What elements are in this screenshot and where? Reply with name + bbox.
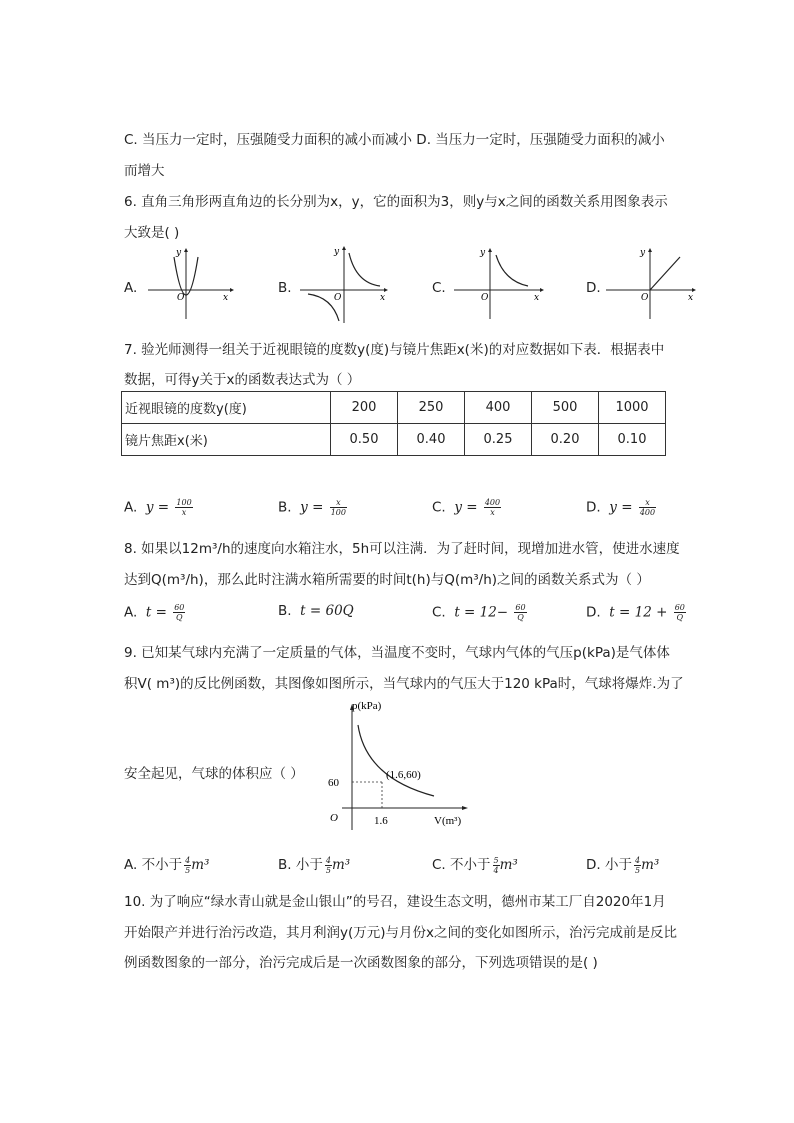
q7-option-a: A. y = $\frac{100}{x}$: [124, 498, 192, 517]
table-cell: 0.20: [532, 424, 599, 456]
svg-text:O: O: [334, 293, 342, 303]
q7-line1: 7. 验光师测得一组关于近视眼镜的度数y(度)与镜片焦距x(米)的对应数据如下表．根据表中: [124, 342, 665, 358]
q9-line3: 安全起见，气球的体积应（ ）: [124, 766, 304, 782]
table-cell: 400: [465, 392, 532, 424]
q6-option-b-label: B.: [278, 280, 292, 296]
q6-a-y-label: y: [176, 248, 182, 258]
svg-text:O: O: [641, 293, 649, 303]
q9-pressure-graph: [322, 700, 482, 840]
q9-x-tick: 1.6: [374, 815, 388, 827]
svg-text:x: x: [223, 293, 229, 303]
svg-text:O: O: [481, 293, 489, 303]
q9-option-c: C. 不小于 $\frac{5}{4}$ m³: [432, 855, 518, 875]
q9-line1: 9. 已知某气球内充满了一定质量的气体，当温度不变时，气球内气体的气压p(kPa)是气体体: [124, 645, 670, 661]
q6-option-c-label: C.: [432, 280, 446, 296]
q6-option-b-graph: [298, 245, 390, 325]
table-cell: 0.40: [398, 424, 465, 456]
q7-option-b: B. y = $\frac{x}{100}$: [278, 498, 346, 517]
table-cell: 1000: [599, 392, 666, 424]
q8-line1: 8. 如果以12m³/h的速度向水箱注水，5h可以注满．为了赶时间，现增加进水管，使进水速度: [124, 541, 680, 557]
q6-option-d-graph: [604, 247, 700, 322]
q10-line3: 例函数图象的一部分，治污完成后是一次函数图象的部分，下列选项错误的是( ): [124, 955, 598, 971]
table-row-label: 近视眼镜的度数y(度): [122, 392, 331, 424]
svg-text:y: y: [480, 248, 486, 258]
table-cell: 500: [532, 392, 599, 424]
table-cell: 200: [331, 392, 398, 424]
q8-option-d: D. t = 12 + $\frac{60}{Q}$: [586, 603, 685, 622]
q9-x-axis-label: V(m³): [434, 815, 462, 827]
svg-text:x: x: [688, 293, 694, 303]
table-cell: 250: [398, 392, 465, 424]
q8-option-c: C. t = 12− $\frac{60}{Q}$: [432, 603, 526, 622]
q6-option-c-graph: [452, 247, 548, 322]
q7-option-d: D. y = $\frac{x}{400}$: [586, 498, 656, 517]
q9-option-a: A. 不小于 $\frac{4}{5}$ m³: [124, 855, 210, 875]
svg-text:x: x: [534, 293, 540, 303]
q6-line2: 大致是( ): [124, 225, 180, 241]
q7-line2: 数据，可得y关于x的函数表达式为（ ）: [124, 372, 361, 388]
q8-option-a: A. t = $\frac{60}{Q}$: [124, 603, 185, 622]
q6-line1: 6. 直角三角形两直角边的长分别为x，y，它的面积为3，则y与x之间的函数关系用图象表示: [124, 194, 668, 210]
table-row-label: 镜片焦距x(米): [122, 424, 331, 456]
q8-option-b: B. t = 60Q: [278, 603, 354, 619]
q9-origin: O: [330, 812, 338, 824]
svg-text:O: O: [177, 293, 185, 303]
q6-option-d-label: D.: [586, 280, 601, 296]
q6-option-a-label: A.: [124, 280, 138, 296]
q5-line2: 而增大: [124, 163, 165, 179]
table-cell: 0.50: [331, 424, 398, 456]
q9-option-d: D. 小于 $\frac{4}{5}$ m³: [586, 855, 660, 875]
q8-line2: 达到Q(m³/h)，那么此时注满水箱所需要的时间t(h)与Q(m³/h)之间的函数关系式为（ ）: [124, 572, 650, 588]
q9-line2: 积V( m³)的反比例函数，其图像如图所示，当气球内的气压大于120 kPa时，气球将爆炸.为了: [124, 676, 684, 692]
table-cell: 0.25: [465, 424, 532, 456]
q9-y-axis-label: p(kPa): [352, 700, 382, 712]
table-row: [122, 424, 666, 456]
svg-text:x: x: [380, 293, 386, 303]
q9-point-label: (1.6,60): [386, 769, 421, 781]
svg-text:y: y: [334, 247, 340, 257]
q9-y-tick: 60: [328, 777, 339, 789]
q5-line1: C. 当压力一定时，压强随受力面积的减小而减小 D. 当压力一定时，压强随受力面积的减小: [124, 132, 665, 148]
q10-line2: 开始限产并进行治污改造，其月利润y(万元)与月份x之间的变化如图所示，治污完成前是反比: [124, 925, 678, 941]
q6-option-a-graph: [146, 247, 236, 322]
q7-option-c: C. y = $\frac{400}{x}$: [432, 498, 501, 517]
q9-option-b: B. 小于 $\frac{4}{5}$ m³: [278, 855, 351, 875]
table-cell: 0.10: [599, 424, 666, 456]
q10-line1: 10. 为了响应“绿水青山就是金山银山”的号召，建设生态文明，德州市某工厂自2020年1月: [124, 894, 666, 910]
svg-text:y: y: [640, 248, 646, 258]
q7-data-table: [121, 391, 666, 456]
table-row: [122, 392, 666, 424]
